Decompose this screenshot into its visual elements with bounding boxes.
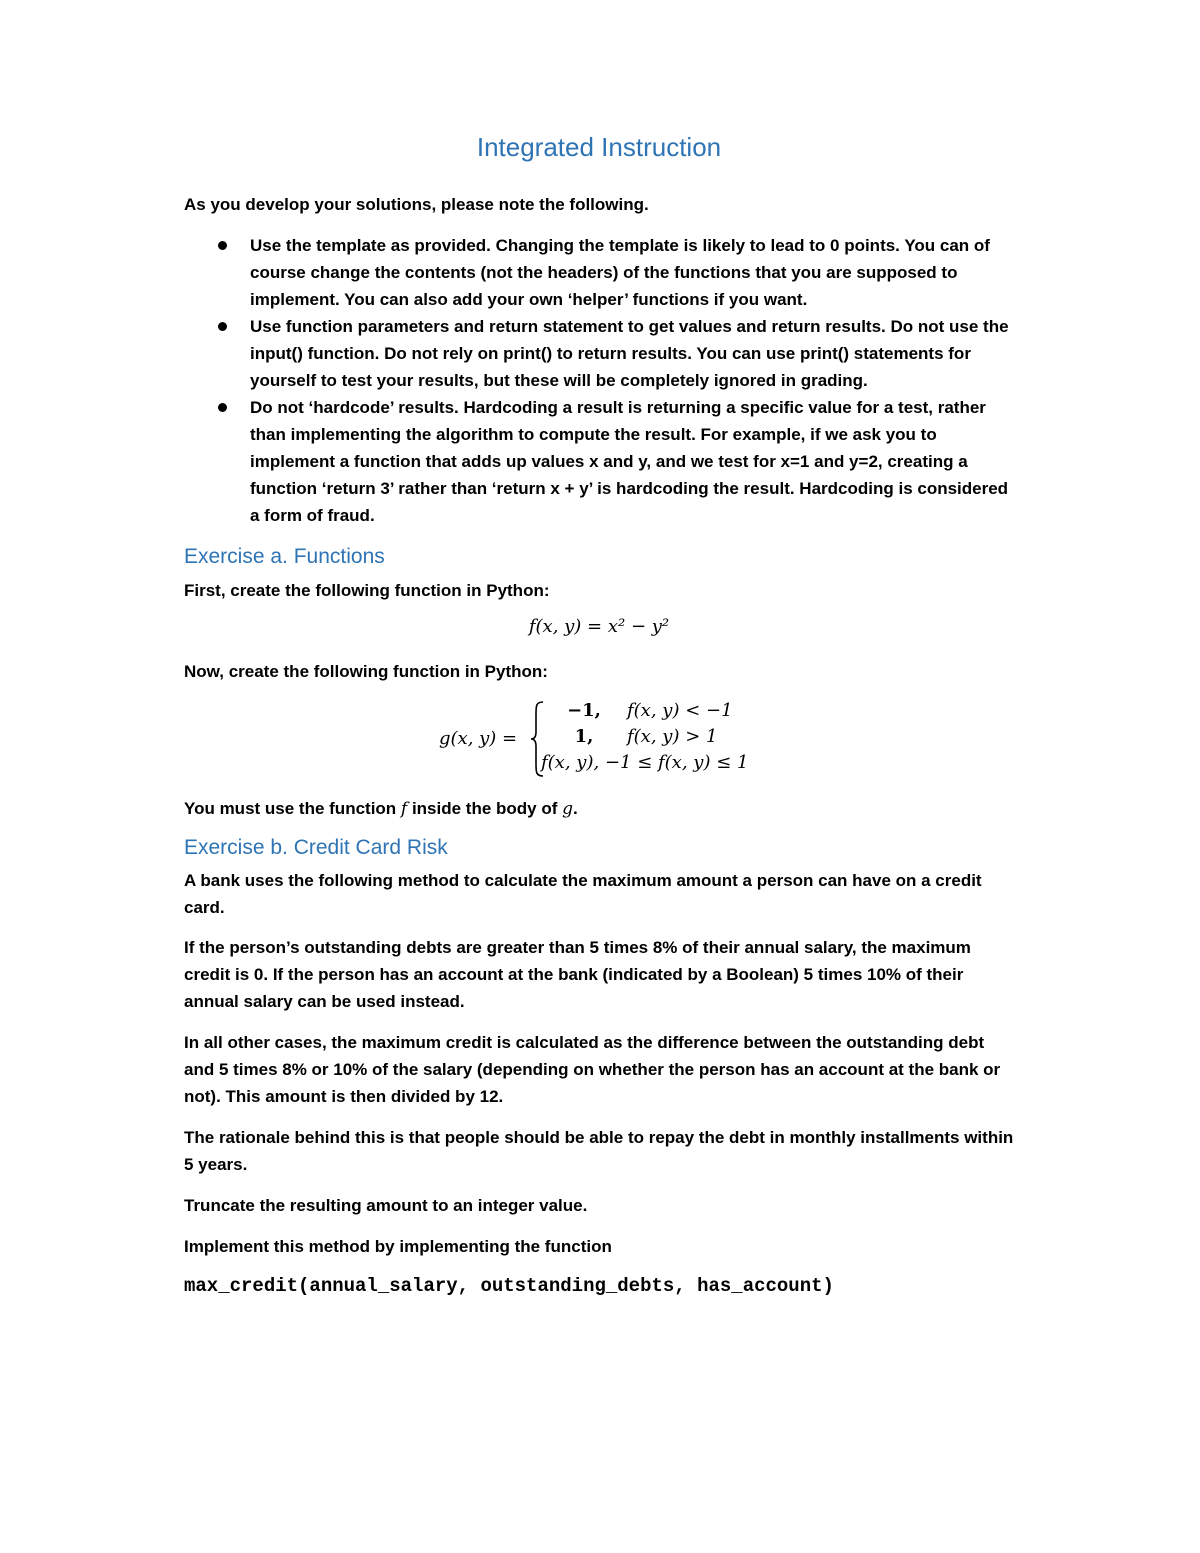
instruction-list bbox=[184, 232, 1014, 529]
exercise-a-note bbox=[184, 795, 578, 823]
exercise-b-p5: Truncate the resulting amount to an integer value. bbox=[184, 1196, 588, 1215]
intro-text: As you develop your solutions, please note the following. bbox=[184, 195, 649, 214]
list-item bbox=[184, 313, 1014, 394]
note-text: inside the body of bbox=[411, 799, 558, 818]
case-value: 1, bbox=[574, 726, 594, 747]
list-item-text: Use function parameters and return statement to get values and return results. Do not use the input() function. Do not rely on print() to return results. You can use print() statements for yourself to test your results, but these will be completely ignored in grading. bbox=[250, 317, 1009, 390]
page-title: Integrated Instruction bbox=[476, 132, 722, 162]
function-signature: max_credit(annual_salary, outstanding_debts, has_account) bbox=[184, 1275, 834, 1297]
note-f: f bbox=[400, 799, 408, 819]
case-condition: f(x, y) < −1 bbox=[627, 700, 733, 721]
exercise-a-line1: First, create the following function in Python: bbox=[184, 581, 550, 600]
exercise-b-p2: If the person’s outstanding debts are greater than 5 times 8% of their annual salary, the maximum credit is 0. If the person has an account at the bank (indicated by a Boolean) 5 times 10% of their annual salary can be used instead. bbox=[184, 938, 971, 1011]
list-item bbox=[184, 394, 1014, 529]
exercise-b-p3: In all other cases, the maximum credit is calculated as the difference between the outstanding debt and 5 times 8% or 10% of the salary (depending on whether the person has an account at the bank or not). This amount is then divided by 12. bbox=[184, 1033, 1001, 1106]
bullet-icon bbox=[218, 322, 227, 331]
bullet-icon bbox=[218, 241, 227, 250]
case-condition: f(x, y) > 1 bbox=[627, 726, 718, 747]
case-value: −1, bbox=[567, 700, 601, 721]
case-row bbox=[541, 752, 748, 773]
exercise-a-heading: Exercise a. Functions bbox=[184, 545, 385, 568]
exercise-b-p6: Implement this method by implementing the function bbox=[184, 1237, 612, 1256]
list-item-text: Use the template as provided. Changing the template is likely to lead to 0 points. You can of course change the contents (not the headers) of the functions that you are supposed to implement. You can also add your own ‘helper’ functions if you want. bbox=[250, 236, 990, 309]
exercise-b-p1: A bank uses the following method to calculate the maximum amount a person can have on a credit card. bbox=[184, 871, 982, 917]
case-row bbox=[541, 700, 733, 721]
equation-f: f(x, y) = x² − y² bbox=[528, 616, 670, 637]
list-item-text: Do not ‘hardcode’ results. Hardcoding a result is returning a specific value for a test, rather than implementing the algorithm to compute the result. For example, if we ask you to implement a function that adds up values x and y, and we test for x=1 and y=2, creating a function ‘return 3’ rather than ‘return x + y’ is hardcoding the result. Hardcoding is considered a form of fraud. bbox=[250, 398, 1009, 525]
list-item bbox=[184, 232, 1014, 313]
case-value: f(x, y), bbox=[541, 752, 600, 773]
exercise-b-p4: The rationale behind this is that people should be able to repay the debt in monthly installments within 5 years. bbox=[184, 1128, 1014, 1174]
note-end: . bbox=[573, 799, 578, 818]
note-text: You must use the function bbox=[184, 799, 397, 818]
case-row bbox=[541, 726, 717, 747]
exercise-b-heading: Exercise b. Credit Card Risk bbox=[184, 836, 448, 859]
equation-g-lhs: g(x, y) = bbox=[439, 728, 518, 749]
note-g: g bbox=[562, 799, 574, 819]
exercise-a-line2: Now, create the following function in Python: bbox=[184, 662, 548, 681]
bullet-icon bbox=[218, 403, 227, 412]
case-condition: −1 ≤ f(x, y) ≤ 1 bbox=[604, 752, 749, 773]
